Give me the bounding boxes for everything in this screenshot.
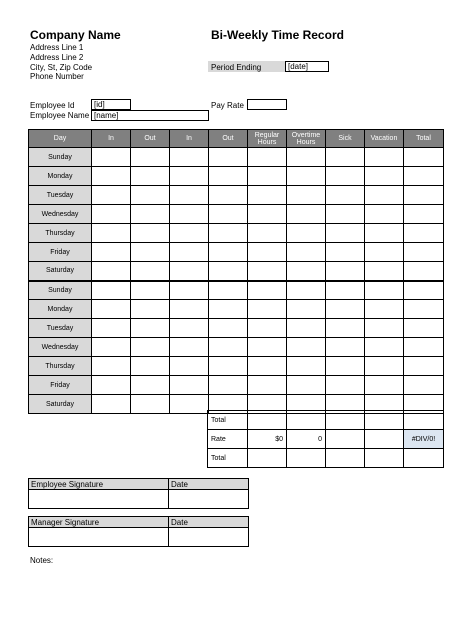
time-cell[interactable] xyxy=(92,167,131,186)
city-state-zip: City, St, Zip Code xyxy=(30,63,93,72)
grand-total-label: Total xyxy=(208,449,248,468)
time-cell[interactable] xyxy=(365,281,404,300)
time-cell[interactable] xyxy=(287,357,326,376)
time-cell[interactable] xyxy=(170,167,209,186)
time-cell[interactable] xyxy=(365,243,404,262)
time-cell[interactable] xyxy=(404,205,444,224)
day-label: Tuesday xyxy=(29,319,92,338)
time-cell[interactable] xyxy=(287,148,326,167)
time-cell[interactable] xyxy=(326,376,365,395)
time-cell[interactable] xyxy=(404,357,444,376)
time-cell[interactable] xyxy=(404,376,444,395)
day-label: Friday xyxy=(29,376,92,395)
time-cell[interactable] xyxy=(92,357,131,376)
time-cell[interactable] xyxy=(326,224,365,243)
time-record-table xyxy=(28,129,444,414)
document-title: Bi-Weekly Time Record xyxy=(211,28,344,42)
time-cell[interactable] xyxy=(248,262,287,281)
time-cell[interactable] xyxy=(404,319,444,338)
time-cell[interactable] xyxy=(209,167,248,186)
manager-signature-field[interactable] xyxy=(29,528,169,547)
time-cell[interactable] xyxy=(131,281,170,300)
time-cell[interactable] xyxy=(92,224,131,243)
time-cell[interactable] xyxy=(326,281,365,300)
manager-signature-block xyxy=(28,516,249,547)
employee-signature-field[interactable] xyxy=(29,490,169,509)
time-cell[interactable] xyxy=(365,338,404,357)
column-header: Day xyxy=(29,130,92,148)
time-cell[interactable] xyxy=(326,262,365,281)
column-header: Vacation xyxy=(365,130,404,148)
employee-name-field[interactable]: [name] xyxy=(91,110,209,121)
total-overtime-cell[interactable] xyxy=(287,411,326,430)
time-cell[interactable] xyxy=(170,395,209,414)
time-cell[interactable] xyxy=(131,205,170,224)
time-cell[interactable] xyxy=(170,224,209,243)
time-cell[interactable] xyxy=(326,205,365,224)
time-cell[interactable] xyxy=(131,395,170,414)
time-cell[interactable] xyxy=(404,338,444,357)
time-cell[interactable] xyxy=(209,148,248,167)
time-cell[interactable] xyxy=(404,300,444,319)
day-label: Sunday xyxy=(29,281,92,300)
table-row xyxy=(29,224,444,243)
time-cell[interactable] xyxy=(287,281,326,300)
pay-rate-label: Pay Rate xyxy=(211,101,244,110)
notes-label: Notes: xyxy=(30,556,54,565)
employee-name-label: Employee Name xyxy=(30,111,90,120)
time-cell[interactable] xyxy=(92,243,131,262)
manager-date-label: Date xyxy=(169,517,249,528)
day-label: Friday xyxy=(29,243,92,262)
rate-vacation-cell[interactable] xyxy=(365,430,404,449)
time-cell[interactable] xyxy=(92,376,131,395)
employee-date-label: Date xyxy=(169,479,249,490)
day-label: Wednesday xyxy=(29,338,92,357)
time-cell[interactable] xyxy=(248,186,287,205)
time-cell[interactable] xyxy=(326,300,365,319)
time-cell[interactable] xyxy=(326,319,365,338)
time-cell[interactable] xyxy=(287,300,326,319)
rate-regular-cell[interactable]: $0 xyxy=(248,430,287,449)
time-cell[interactable] xyxy=(287,205,326,224)
column-header: In xyxy=(92,130,131,148)
time-cell[interactable] xyxy=(365,186,404,205)
manager-signature-label: Manager Signature xyxy=(29,517,169,528)
total-label: Total xyxy=(208,411,248,430)
employee-date-field[interactable] xyxy=(169,490,249,509)
grand-total-vacation-cell[interactable] xyxy=(365,449,404,468)
day-label: Thursday xyxy=(29,357,92,376)
time-cell[interactable] xyxy=(287,262,326,281)
table-row xyxy=(29,148,444,167)
table-row xyxy=(29,357,444,376)
employee-id-label: Employee Id xyxy=(30,101,75,110)
time-cell[interactable] xyxy=(209,300,248,319)
time-cell[interactable] xyxy=(365,357,404,376)
time-cell[interactable] xyxy=(287,243,326,262)
time-cell[interactable] xyxy=(131,319,170,338)
time-cell[interactable] xyxy=(170,281,209,300)
day-label: Wednesday xyxy=(29,205,92,224)
time-cell[interactable] xyxy=(209,357,248,376)
totals-row xyxy=(208,411,444,430)
time-cell[interactable] xyxy=(365,376,404,395)
time-cell[interactable] xyxy=(365,262,404,281)
column-header: Out xyxy=(131,130,170,148)
time-cell[interactable] xyxy=(92,395,131,414)
time-cell[interactable] xyxy=(365,205,404,224)
table-row xyxy=(29,319,444,338)
time-cell[interactable] xyxy=(209,186,248,205)
grand-total-sick-cell[interactable] xyxy=(326,449,365,468)
time-cell[interactable] xyxy=(248,205,287,224)
table-row xyxy=(29,243,444,262)
time-cell[interactable] xyxy=(209,281,248,300)
time-cell[interactable] xyxy=(170,243,209,262)
time-cell[interactable] xyxy=(248,300,287,319)
time-cell[interactable] xyxy=(209,205,248,224)
time-cell[interactable] xyxy=(248,167,287,186)
time-cell[interactable] xyxy=(248,281,287,300)
time-cell[interactable] xyxy=(170,148,209,167)
total-total-cell[interactable] xyxy=(404,411,444,430)
day-label: Sunday xyxy=(29,148,92,167)
table-row xyxy=(29,262,444,281)
time-cell[interactable] xyxy=(131,262,170,281)
period-ending-label: Period Ending xyxy=(211,63,262,72)
time-cell[interactable] xyxy=(326,243,365,262)
time-cell[interactable] xyxy=(365,224,404,243)
address-line-2: Address Line 2 xyxy=(30,53,84,62)
grand-total-row xyxy=(208,449,444,468)
time-cell[interactable] xyxy=(131,148,170,167)
time-cell[interactable] xyxy=(131,357,170,376)
rate-label: Rate xyxy=(208,430,248,449)
table-row xyxy=(29,167,444,186)
time-cell[interactable] xyxy=(209,376,248,395)
pay-rate-field[interactable] xyxy=(247,99,287,110)
day-label: Saturday xyxy=(29,395,92,414)
time-cell[interactable] xyxy=(92,319,131,338)
time-cell[interactable] xyxy=(131,224,170,243)
time-cell[interactable] xyxy=(404,224,444,243)
rate-overtime-cell[interactable]: 0 xyxy=(287,430,326,449)
day-label: Monday xyxy=(29,167,92,186)
time-cell[interactable] xyxy=(287,186,326,205)
time-cell[interactable] xyxy=(287,376,326,395)
time-cell[interactable] xyxy=(131,376,170,395)
manager-date-field[interactable] xyxy=(169,528,249,547)
time-cell[interactable] xyxy=(365,319,404,338)
phone-number: Phone Number xyxy=(30,72,84,81)
time-cell[interactable] xyxy=(92,262,131,281)
employee-signature-label: Employee Signature xyxy=(29,479,169,490)
time-cell[interactable] xyxy=(404,281,444,300)
time-cell[interactable] xyxy=(209,262,248,281)
total-regular-cell[interactable] xyxy=(248,411,287,430)
time-cell[interactable] xyxy=(92,186,131,205)
table-row xyxy=(29,281,444,300)
time-cell[interactable] xyxy=(248,148,287,167)
time-cell[interactable] xyxy=(404,148,444,167)
time-cell[interactable] xyxy=(326,357,365,376)
totals-table xyxy=(207,410,444,468)
time-cell[interactable] xyxy=(92,300,131,319)
time-cell[interactable] xyxy=(92,281,131,300)
table-header-row xyxy=(29,130,444,148)
table-row xyxy=(29,205,444,224)
time-cell[interactable] xyxy=(248,224,287,243)
total-vacation-cell[interactable] xyxy=(365,411,404,430)
time-cell[interactable] xyxy=(248,376,287,395)
time-cell[interactable] xyxy=(131,338,170,357)
time-cell[interactable] xyxy=(248,338,287,357)
time-cell[interactable] xyxy=(209,224,248,243)
time-cell[interactable] xyxy=(170,376,209,395)
time-cell[interactable] xyxy=(287,338,326,357)
employee-id-field[interactable]: [id] xyxy=(91,99,131,110)
time-cell[interactable] xyxy=(326,167,365,186)
day-label: Thursday xyxy=(29,224,92,243)
time-cell[interactable] xyxy=(170,186,209,205)
rate-sick-cell[interactable] xyxy=(326,430,365,449)
grand-total-regular-cell[interactable] xyxy=(248,449,287,468)
column-header: Regular Hours xyxy=(248,130,287,148)
grand-total-overtime-cell[interactable] xyxy=(287,449,326,468)
time-cell[interactable] xyxy=(170,357,209,376)
total-sick-cell[interactable] xyxy=(326,411,365,430)
column-header: Sick xyxy=(326,130,365,148)
time-cell[interactable] xyxy=(209,243,248,262)
time-cell[interactable] xyxy=(170,262,209,281)
time-cell[interactable] xyxy=(131,243,170,262)
address-line-1: Address Line 1 xyxy=(30,43,84,52)
time-cell[interactable] xyxy=(131,300,170,319)
time-cell[interactable] xyxy=(287,319,326,338)
column-header: Overtime Hours xyxy=(287,130,326,148)
time-cell[interactable] xyxy=(170,338,209,357)
time-cell[interactable] xyxy=(287,224,326,243)
time-cell[interactable] xyxy=(365,300,404,319)
time-cell[interactable] xyxy=(404,262,444,281)
time-cell[interactable] xyxy=(209,338,248,357)
time-cell[interactable] xyxy=(287,167,326,186)
day-label: Saturday xyxy=(29,262,92,281)
time-cell[interactable] xyxy=(248,357,287,376)
time-cell[interactable] xyxy=(170,319,209,338)
time-cell[interactable] xyxy=(248,319,287,338)
time-cell[interactable] xyxy=(92,148,131,167)
column-header: In xyxy=(170,130,209,148)
time-cell[interactable] xyxy=(404,167,444,186)
column-header: Out xyxy=(209,130,248,148)
time-cell[interactable] xyxy=(404,186,444,205)
table-row xyxy=(29,186,444,205)
time-cell[interactable] xyxy=(92,205,131,224)
time-cell[interactable] xyxy=(248,243,287,262)
column-header: Total xyxy=(404,130,444,148)
time-cell[interactable] xyxy=(326,186,365,205)
employee-signature-block xyxy=(28,478,249,509)
table-row xyxy=(29,376,444,395)
day-label: Monday xyxy=(29,300,92,319)
time-cell[interactable] xyxy=(326,148,365,167)
company-name: Company Name xyxy=(30,28,121,42)
period-ending-field[interactable]: [date] xyxy=(285,61,329,72)
time-cell[interactable] xyxy=(131,186,170,205)
table-row xyxy=(29,300,444,319)
time-cell[interactable] xyxy=(404,243,444,262)
time-cell[interactable] xyxy=(365,148,404,167)
time-cell[interactable] xyxy=(209,319,248,338)
rate-total-cell[interactable]: #DIV/0! xyxy=(404,430,444,449)
time-cell[interactable] xyxy=(365,167,404,186)
table-row xyxy=(29,338,444,357)
grand-total-total-cell[interactable] xyxy=(404,449,444,468)
time-cell[interactable] xyxy=(131,167,170,186)
rate-row xyxy=(208,430,444,449)
time-cell[interactable] xyxy=(170,300,209,319)
time-cell[interactable] xyxy=(170,205,209,224)
day-label: Tuesday xyxy=(29,186,92,205)
time-cell[interactable] xyxy=(92,338,131,357)
time-cell[interactable] xyxy=(326,338,365,357)
